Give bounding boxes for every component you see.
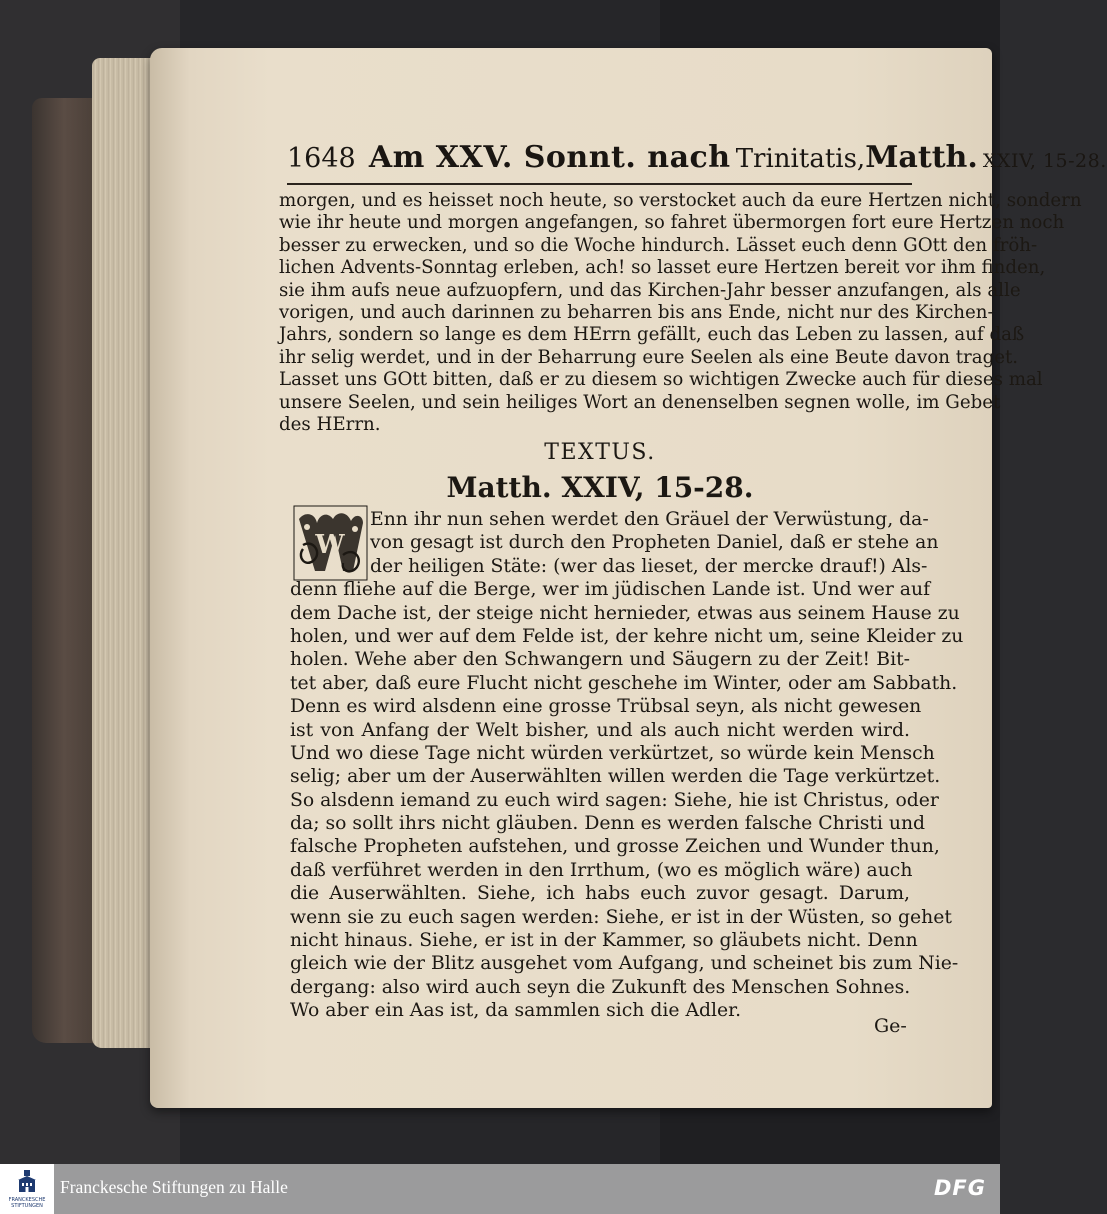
scripture-line: Enn ihr nun sehen werdet den Gräuel der Verwüstung, da- <box>370 509 929 530</box>
running-head-matth: Matth. <box>865 140 978 175</box>
scripture-line: holen. Wehe aber den Schwangern und Säugern zu der Zeit! Bit- <box>290 649 910 671</box>
sermon-paragraph <box>279 190 1082 436</box>
scripture-text <box>290 508 964 1023</box>
paragraph-line: sie ihm aufs neue aufzuopfern, und das Kirchen-Jahr besser anzufangen, als alle <box>279 279 1021 301</box>
paragraph-line: des HErrn. <box>279 413 381 435</box>
section-title: TEXTUS. <box>544 440 656 465</box>
paragraph-line: Jahrs, sondern so lange es dem HErrn gefällt, euch das Leben zu lassen, auf daß <box>279 324 1025 346</box>
page-number: 1648 <box>287 143 356 174</box>
scripture-line: So alsdenn iemand zu euch wird sagen: Siehe, hie ist Christus, oder <box>290 789 939 811</box>
institution-logo[interactable] <box>0 1164 54 1214</box>
scripture-line: Wo aber ein Aas ist, da sammlen sich die Adler. <box>290 1000 742 1022</box>
running-head-reference: XXIV, 15-28. <box>982 150 1107 172</box>
paragraph-line: lichen Advents-Sonntag erleben, ach! so lasset eure Hertzen bereit vor ihm finden, <box>279 257 1046 279</box>
scripture-line: von gesagt ist durch den Propheten Daniel, daß er stehe an <box>370 532 939 554</box>
scripture-line: gleich wie der Blitz ausgehet vom Aufgang, und scheinet bis zum Nie- <box>290 953 959 975</box>
scripture-line: selig; aber um der Auserwählten willen werden die Tage verkürtzet. <box>290 766 941 788</box>
building-logo-icon <box>12 1168 42 1196</box>
paragraph-line: vorigen, und auch darinnen zu beharren bis ans Ende, nicht nur des Kirchen- <box>279 301 994 323</box>
scripture-line: der heiligen Stäte: (wer das lieset, der mercke drauf!) Als- <box>370 555 928 577</box>
initial-letter: W <box>315 530 345 560</box>
scripture-line: die Auserwählten. Siehe, ich habs euch zuvor gesagt. Darum, <box>290 883 910 905</box>
scripture-line: dem Dache ist, der steige nicht hernieder, etwas aus seinem Hause zu <box>290 602 960 624</box>
viewer-footer <box>0 1164 1000 1214</box>
scripture-line: wenn sie zu euch sagen werden: Siehe, er ist in der Wüsten, so gehet <box>290 906 952 928</box>
section-reference: Matth. XXIV, 15-28. <box>446 471 754 504</box>
scripture-line: ist von Anfang der Welt bisher, und als auch nicht werden wird. <box>290 719 910 741</box>
dfg-logo[interactable]: DFG <box>934 1176 987 1200</box>
paragraph-line: ihr selig werdet, und in der Beharrung eure Seelen als eine Beute davon traget. <box>279 346 1019 368</box>
header-rule <box>287 183 912 185</box>
scripture-line: nicht hinaus. Siehe, er ist in der Kammer, so gläubets nicht. Denn <box>290 930 918 952</box>
scripture-line: daß verführet werden in den Irrthum, (wo es möglich wäre) auch <box>290 859 913 881</box>
institution-name[interactable]: Franckesche Stiftungen zu Halle <box>60 1177 288 1197</box>
scripture-line: Denn es wird alsdenn eine grosse Trübsal seyn, als nicht gewesen <box>290 696 922 718</box>
scripture-line: falsche Propheten aufstehen, und grosse Zeichen und Wunder thun, <box>290 836 940 858</box>
logo-caption: FRANCKESCHE STIFTUNGEN <box>8 1197 46 1209</box>
scripture-line: dergang: also wird auch seyn die Zukunft des Menschen Sohnes. <box>290 976 911 998</box>
paragraph-line: Lasset uns GOtt bitten, daß er zu diesem so wichtigen Zwecke auch für dieses mal <box>279 369 1043 391</box>
paragraph-line: besser zu erwecken, und so die Woche hindurch. Lässet euch denn GOtt den fröh- <box>279 234 1038 256</box>
scripture-line: holen, und wer auf dem Felde ist, der kehre nicht um, seine Kleider zu <box>290 625 964 647</box>
scripture-line: denn fliehe auf die Berge, wer im jüdischen Lande ist. Und wer auf <box>290 579 931 601</box>
running-head <box>287 140 1107 182</box>
paragraph-line: wie ihr heute und morgen angefangen, so fahret übermorgen fort eure Hertzen noch <box>279 212 1065 234</box>
paragraph-line: morgen, und es heisset noch heute, so verstocket auch da eure Hertzen nicht, sondern <box>279 190 1082 211</box>
running-head-title: Am XXV. Sonnt. nach <box>368 140 731 175</box>
running-head-trinitatis: Trinitatis, <box>735 144 866 174</box>
catchword: Ge- <box>874 1015 907 1037</box>
scripture-line: da; so sollt ihrs nicht gläuben. Denn es werden falsche Christi und <box>290 813 926 835</box>
scripture-line: Und wo diese Tage nicht würden verkürtzet, so würde kein Mensch <box>290 742 935 764</box>
paragraph-line: unsere Seelen, und sein heiliges Wort an denenselben segnen wolle, im Gebet <box>279 391 1001 413</box>
scripture-line: tet aber, daß eure Flucht nicht geschehe im Winter, oder am Sabbath. <box>290 672 958 694</box>
